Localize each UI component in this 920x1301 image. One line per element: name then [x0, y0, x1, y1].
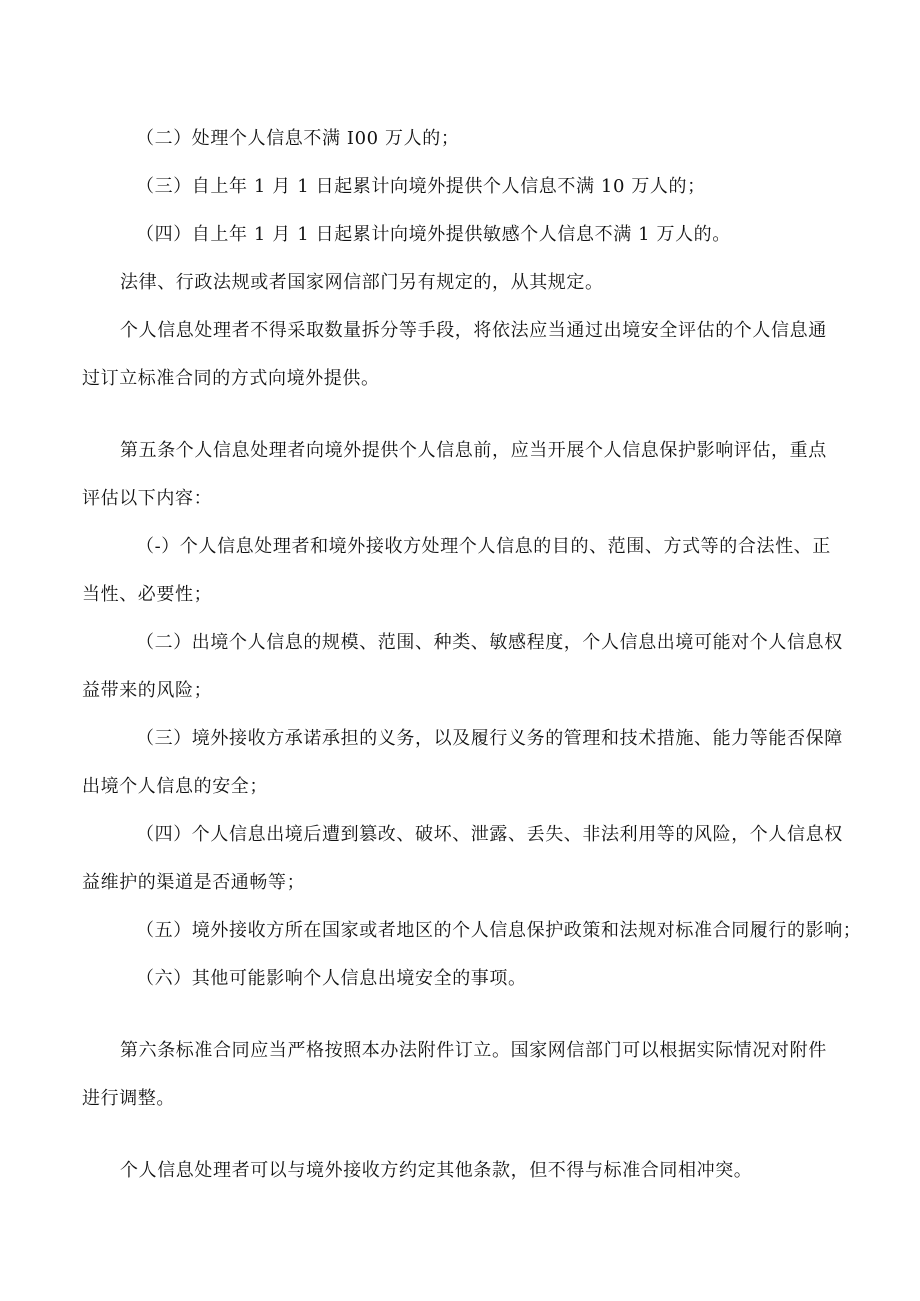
assessment-item-5: （五）境外接收方所在国家或者地区的个人信息保护政策和法规对标准合同履行的影响；	[136, 920, 862, 941]
clause-item-4: （四）自上年 1 月 1 日起累计向境外提供敏感个人信息不满 1 万人的。	[136, 224, 731, 245]
article-5-line-1: 第五条个人信息处理者向境外提供个人信息前，应当开展个人信息保护影响评估，重点	[120, 440, 827, 461]
assessment-item-2-line-2: 益带来的风险；	[82, 680, 213, 701]
assessment-item-3-line-2: 出境个人信息的安全；	[82, 776, 268, 797]
assessment-item-2-line-1: （二）出境个人信息的规模、范围、种类、敏感程度，个人信息出境可能对个人信息权	[136, 632, 843, 653]
paragraph-other-terms: 个人信息处理者可以与境外接收方约定其他条款，但不得与标准合同相冲突。	[120, 1160, 753, 1181]
assessment-item-6: （六）其他可能影响个人信息出境安全的事项。	[136, 968, 527, 989]
article-6-line-2: 进行调整。	[82, 1088, 175, 1109]
assessment-item-4-line-2: 益维护的渠道是否通畅等；	[82, 872, 306, 893]
paragraph-law-exception: 法律、行政法规或者国家网信部门另有规定的，从其规定。	[120, 272, 604, 293]
clause-item-3: （三）自上年 1 月 1 日起累计向境外提供个人信息不满 10 万人的；	[136, 176, 706, 197]
paragraph-split-prohibition-line-1: 个人信息处理者不得采取数量拆分等手段，将依法应当通过出境安全评估的个人信息通	[120, 320, 827, 341]
assessment-item-1-line-2: 当性、必要性；	[82, 584, 213, 605]
paragraph-split-prohibition-line-2: 过订立标准合同的方式向境外提供。	[82, 368, 380, 389]
assessment-item-1-line-1: （-）个人信息处理者和境外接收方处理个人信息的目的、范围、方式等的合法性、正	[136, 536, 831, 557]
clause-item-2: （二）处理个人信息不满 I00 万人的；	[136, 128, 460, 149]
assessment-item-3-line-1: （三）境外接收方承诺承担的义务，以及履行义务的管理和技术措施、能力等能否保障	[136, 728, 843, 749]
article-6-line-1: 第六条标准合同应当严格按照本办法附件订立。国家网信部门可以根据实际情况对附件	[120, 1040, 827, 1061]
assessment-item-4-line-1: （四）个人信息出境后遭到篡改、破坏、泄露、丢失、非法利用等的风险，个人信息权	[136, 824, 843, 845]
article-5-line-2: 评估以下内容：	[82, 488, 213, 509]
